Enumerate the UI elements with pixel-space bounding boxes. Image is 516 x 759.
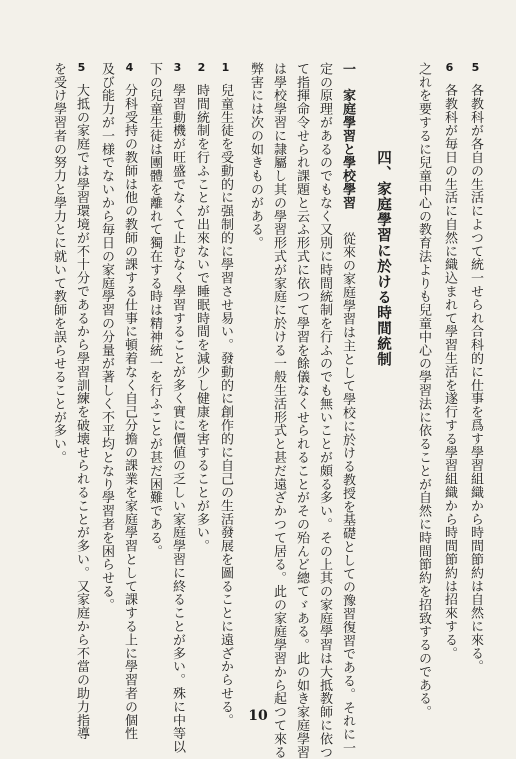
paragraph-text: 定の原理があるのでもなく又別に時間統制を行ふのでも無いことが頗る多い。その上其の家庭學習は大抵教師に依つ: [317, 62, 332, 759]
item-text: 兒童生徒を受動的に强制的に學習させ易い。發動的に創作的に自己の生活發展を圖ることに遠ざからせる。: [218, 83, 233, 727]
list-item-5: [73, 62, 90, 741]
subsection-heading: 一 家庭學習と學校學習: [340, 62, 355, 210]
item-text: 時間統制を行ふことが出來ないで睡眠時間を減少し健康を害することが多い。: [194, 83, 209, 553]
item-text: 學習動機が旺盛でなくて止むなく學習することが多く實に價値の乏しい家庭學習に終ることが多い。殊に中等以: [170, 83, 185, 754]
item-number: 3: [173, 62, 182, 73]
item-text: 下の兒童生徒は團體を離れて獨在する時は精神統一を行ふことが甚だ困難である。: [147, 62, 162, 558]
item-number: 4: [125, 62, 134, 73]
paragraph-text: て指揮命令せられ課題と云ふ形式に依つて學習を餘儀なくせられることがその殆んど總てゞある。此の如き家庭學習: [294, 62, 309, 759]
summary-text: 之れを要するに兒童中心の教育法よりも兒童中心の學習法に依ることが自然に時間節約を招致するのである。: [416, 62, 431, 719]
item-number: 2: [197, 62, 206, 73]
subsection-line-1: [339, 62, 356, 755]
item-text: 及び能力が一様でないから毎日の家庭學習の分量が著しく不平均となり學習者を困らせる。: [99, 62, 114, 612]
list-item-3: [169, 62, 186, 754]
list-item-5-top: [467, 62, 484, 702]
subsection-line-5: [247, 62, 264, 702]
section-title: 四、家庭學習に於ける時間統制: [375, 150, 391, 367]
paragraph-text: は學校學習に隷屬し其の學習形式が家庭に於ける一般生活形式と甚だ遠ざかつて居る。此の家庭學習から起つて來る: [271, 62, 286, 759]
subsection-line-4: [270, 62, 287, 759]
list-item-4: [121, 62, 138, 741]
list-item-4-cont: [98, 62, 115, 702]
list-item-3-cont: [146, 62, 163, 702]
item-number: 5: [77, 62, 86, 73]
list-item-5-cont: [50, 62, 67, 702]
list-item-2: [193, 62, 210, 702]
item-number: 1: [221, 62, 230, 73]
list-item-1: [217, 62, 234, 727]
item-number: 5: [471, 62, 480, 73]
list-item-6-top: [441, 62, 458, 702]
item-text: 各教科が各自の生活によつて統一せられ合科的に仕事を爲す學習組織から時間節約は自然に來る。: [468, 83, 483, 674]
paragraph-text: 弊害には次の如きものがある。: [248, 62, 263, 250]
item-text: 分科受持の教師は他の教師の課する仕事に頓着なく自己分擔の課業を家庭學習として課する上に學習者の個性: [122, 83, 137, 741]
subsection-line-3: [293, 62, 310, 759]
subsection-line-2: [316, 62, 333, 759]
summary-line: [415, 62, 432, 719]
item-text: 各教科が毎日の生活に自然に織込まれて學習生活を遂行する學習組織から時間節約は招來する。: [442, 83, 457, 660]
page-number: 10: [248, 708, 268, 724]
item-text: 大抵の家庭では學習環境が不十分であるから學習訓練を破壊せられることが多い。又家庭から不當の助力指導: [74, 83, 89, 741]
paragraph-text: 從來の家庭學習は主として學校に於ける教授を基礎としての豫習復習である。それに一: [340, 231, 355, 755]
item-text: を受け學習者の努力と學力とに就いて教師を誤らせることが多い。: [51, 62, 66, 464]
item-number: 6: [445, 62, 454, 73]
